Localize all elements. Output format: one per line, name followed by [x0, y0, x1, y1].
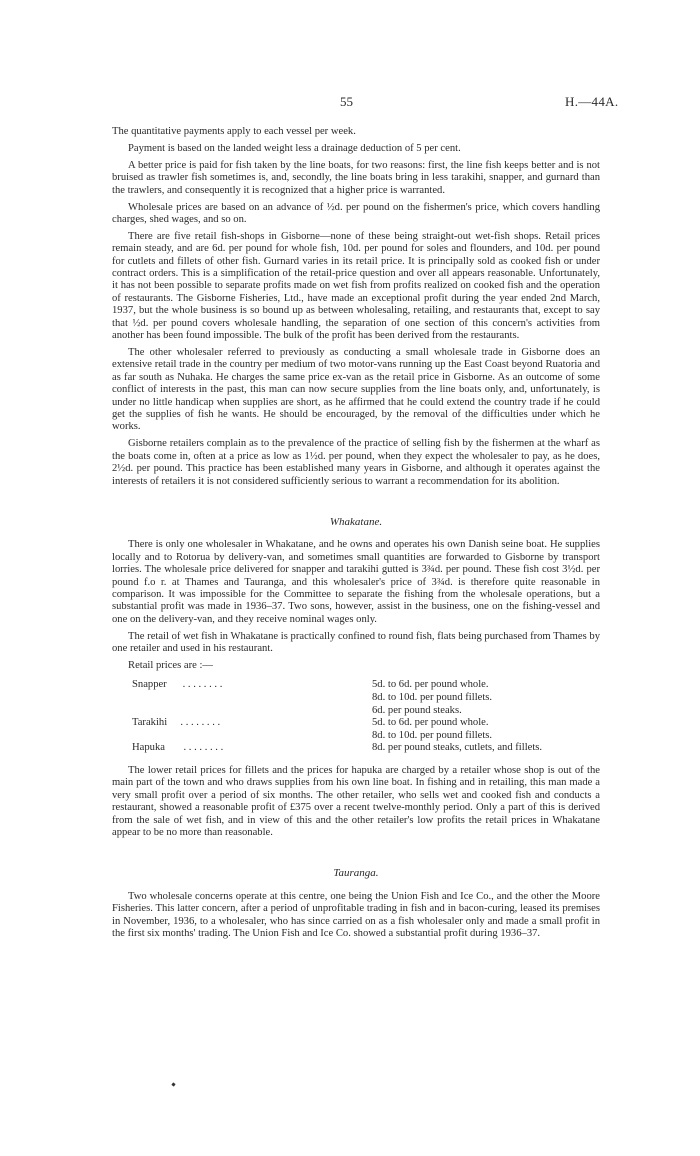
section-heading-whakatane: Whakatane. [329, 515, 383, 528]
species-label: Hapuka [132, 742, 165, 754]
leader-dots: . . . . . . . . [182, 679, 223, 691]
species-name [132, 679, 372, 717]
retail-price-list [132, 679, 598, 755]
paragraph: Retail prices are :— [128, 660, 214, 672]
price-line: 8d. per pound steaks, cutlets, and fillets. [372, 742, 543, 754]
paragraph: Two wholesale concerns operate at this centre, one being the Union Fish and Ice Co., and the other the Moore Fisheries. This latter concern, after a period of unprofitable trading in fish and in bacon-curing, leased its premises in November, 1936, to a wholesaler, who has since carried on as a fish wholesaler only and made a small profit in the first six months' trading. The Union Fish and Ice Co. showed a substantial profit during 1936–37. [112, 890, 600, 940]
species-name [132, 742, 372, 755]
paragraph: Payment is based on the landed weight less a drainage deduction of 5 per cent. [128, 142, 461, 154]
paragraph: The other wholesaler referred to previously as conducting a small wholesale trade in Gisborne does an extensive retail trade in the country per medium of two motor-vans running up the East Coast beyond Ruatoria and as far south as Nuhaka. He charges the same price ex-van as the retail price in Gisborne. As an outcome of some conflict of interests in the past, this man can now secure supplies from the line boats only, and, unfortunately, is under no little handicap when supplies are short, as he affirmed that he could extend the country trade if he could get the supplies of fish he wants. He should be encouraged, by the removal of the difficulties under which he works. [112, 347, 600, 433]
leader-dots: . . . . . . . . [183, 742, 224, 754]
paragraph: Wholesale prices are based on an advance of ½d. per pound on the fishermen's price, which covers handling charges, shed wages, and so on. [112, 201, 600, 225]
price-line: 5d. to 6d. per pound whole. [372, 717, 489, 729]
species-label: Snapper [132, 679, 167, 691]
price-group-hapuka [132, 742, 598, 755]
price-lines [372, 742, 598, 755]
document-body [112, 126, 600, 945]
page-header [0, 94, 700, 110]
stray-ink-mark [171, 1082, 175, 1086]
price-line: 5d. to 6d. per pound whole. [372, 679, 489, 691]
section-heading-tauranga: Tauranga. [333, 867, 379, 880]
price-lines [372, 679, 598, 717]
price-line: 8d. to 10d. per pound fillets. [372, 692, 493, 704]
paragraph: The quantitative payments apply to each vessel per week. [112, 126, 356, 137]
paragraph: A better price is paid for fish taken by the line boats, for two reasons: first, the line fish keeps better and is not bruised as trawler fish sometimes is, and, secondly, the line boats bring in less tarakihi, snapper, and gurnard than the trawlers, and consequently it is recognized that a higher price is warranted. [112, 159, 600, 196]
paragraph: There are five retail fish-shops in Gisborne—none of these being straight-out wet-fish shops. Retail prices remain steady, and are 6d. per pound for whole fish, 10d. per pound for soles and flounders, and 10d. per pound for cutlets and fillets of other fish. Gurnard varies in its retail price. It is principally sold as cooked fish or under contract orders. This is a simplification of the retail-price question and over all appears reasonable. Unfortunately, it has not been possible to separate profits made on wet fish from profits realized on cooked fish and the operation of restaurants. The Gisborne Fisheries, Ltd., have made an exceptional profit during the year ended 2nd March, 1937, but the whole business is so bound up as between wholesaling, retailing, and restaurants that, except to say that ½d. per pound covers wholesale handling, the separation of one section of this concern's activities from another has been found impossible. The bulk of the profit has been derived from the restaurants. [112, 230, 600, 342]
paragraph: The retail of wet fish in Whakatane is practically confined to round fish, flats being purchased from Thames by one retailer and used in his restaurant. [112, 630, 600, 655]
species-name [132, 717, 372, 742]
paragraph: The lower retail prices for fillets and the prices for hapuka are charged by a retailer whose shop is out of the main part of the town and who draws supplies from his own line boat. In fishing and in retailing, this man made a very small profit over a period of six months. The other retailer, who sells wet and cooked fish and conducts a restaurant, showed a reasonable profit of £375 over a recent twelve-monthly period. Only a part of this is derived from the sale of wet fish, and in view of this and the other retailer's low profits the retail prices in Whakatane appear to be no more than reasonable. [112, 765, 600, 839]
paragraph: There is only one wholesaler in Whakatane, and he owns and operates his own Danish seine boat. He supplies locally and to Rotorua by delivery-van, and sometimes small quantities are forwarded to Gisborne by transport lorries. The wholesale price delivered for snapper and tarakihi gutted is 3¾d. per pound. These fish cost 3½d. per pound f.o r. at Thames and Tauranga, and this wholesaler's price of 3¾d. is therefore quite reasonable in comparison. It was impossible for the Committee to separate the fishing from the wholesale operations, but a substantial profit was made in 1936–37. Two sons, however, assist in the business, one on the fishing-vessel and one on the delivery-van, and they receive nominal wages only. [112, 539, 600, 625]
price-line: 8d. to 10d. per pound fillets. [372, 729, 493, 741]
price-lines [372, 717, 598, 742]
price-group-tarakihi [132, 717, 598, 742]
paragraph: Gisborne retailers complain as to the prevalence of the practice of selling fish by the fishermen at the wharf as the boats come in, often at a price as low as 1½d. per pound, when they expect the wholesaler to pay, as he does, 2½d. per pound. This practice has been established many years in Gisborne, and although it operates against the interests of retailers it is not considered sufficiently serious to warrant a recommendation for its abolition. [112, 438, 600, 487]
page-number: 55 [340, 94, 353, 109]
leader-dots: . . . . . . . . [180, 717, 221, 729]
price-group-snapper [132, 679, 598, 717]
species-label: Tarakihi [132, 717, 168, 729]
price-line: 6d. per pound steaks. [372, 704, 462, 716]
document-reference: H.—44A. [565, 94, 619, 109]
